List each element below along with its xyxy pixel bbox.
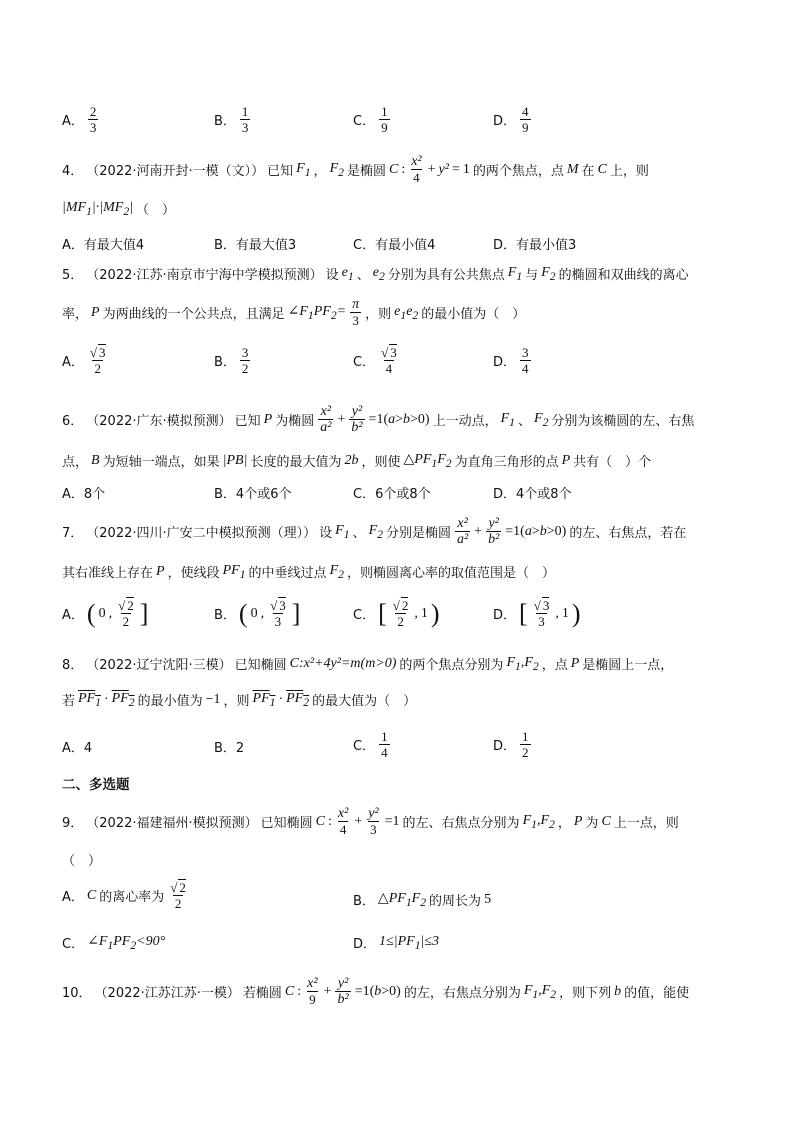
q5-option-b[interactable] <box>214 345 251 376</box>
stem-text: 分别是椭圆 <box>385 526 451 541</box>
q5-option-d[interactable] <box>493 345 532 376</box>
fraction: $\frac{√ 2}{2}$ <box>170 880 186 911</box>
stem-text: 为椭圆 <box>275 414 315 429</box>
q10-stem-line1: 10． （2022·江苏江苏·一模） 若椭圆 C : $\frac{\text{x²}}{9}$ + $\frac{\text{y²}}{\text{b²}}$ =1(b>0) 的左，右焦点分别为 $F_1,F_2$ ，则下列 b 的值，能使 <box>62 976 690 1007</box>
stem-text: ，则椭圆离心率的取值范围是（ ） <box>346 566 555 581</box>
q4-option-b[interactable]: B．有最大值3 <box>214 238 297 253</box>
stem-text: 、 <box>352 526 366 541</box>
stem-text: 的两个焦点分别为 <box>399 658 504 673</box>
fraction: $\frac{√ 2}{2}$ <box>118 598 134 629</box>
math-e2: $e_2$ <box>372 264 385 283</box>
option-label: C． <box>62 937 85 952</box>
q8-option-a[interactable]: A．4 <box>62 741 93 756</box>
math-triangle: $\triangle PF_1F_2$ <box>403 452 452 470</box>
question-source: （2022·江苏江苏·一模） <box>94 986 240 1001</box>
denominator: 9 <box>381 120 388 135</box>
stem-text: 、 <box>517 414 531 429</box>
q4-stem-line1 <box>62 154 649 185</box>
option-label: A． <box>62 114 84 129</box>
math-f1: $F_1$ <box>500 410 515 429</box>
math-b: B <box>91 452 100 468</box>
q9-option-b[interactable] <box>353 890 491 909</box>
stem-text: 已知椭圆 <box>234 658 287 673</box>
option-label: C． <box>353 114 376 129</box>
stem-text: 是椭圆上一点， <box>582 658 674 673</box>
q3-option-b[interactable] <box>214 104 251 135</box>
question-number: 4． <box>62 164 84 179</box>
fraction <box>240 104 251 135</box>
stem-text: 上，则 <box>609 164 649 179</box>
q7-option-d[interactable]: D． [ $\frac{√ 3}{3}$ , 1 ) <box>493 598 581 629</box>
fraction: $\frac{\pi}{3}$ <box>352 297 360 328</box>
q7-option-b[interactable]: B． ( 0 , $\frac{√ 3}{3}$ ] <box>214 598 301 629</box>
stem-text: 已知 <box>267 164 294 179</box>
stem-text: 已知 <box>234 414 261 429</box>
option-label: A． <box>62 890 84 905</box>
q3-option-a[interactable] <box>62 104 99 135</box>
math-expression: + <box>427 161 436 177</box>
q6-stem-line1 <box>62 404 694 435</box>
stem-text: 若 <box>62 694 76 709</box>
stem-text: （ ） <box>136 203 176 218</box>
fraction: $\frac{\text{y²}}{\text{b²}}$ <box>488 516 500 547</box>
math-f2: $F_2$ <box>368 522 383 541</box>
math-p: P <box>263 411 273 427</box>
stem-text: 为两曲线的一个公共点，且满足 <box>102 307 285 322</box>
stem-text: ，使线段 <box>167 566 220 581</box>
stem-text: 率， <box>62 307 89 322</box>
option-label: D． <box>493 355 517 370</box>
stem-text: 是椭圆 <box>346 164 386 179</box>
option-label: B． <box>353 894 375 909</box>
stem-text: ，点 <box>541 658 568 673</box>
stem-text: 的值，能使 <box>624 986 690 1001</box>
stem-text: 的中垂线过点 <box>248 566 327 581</box>
math-vector-pf2: $PF_2$ <box>111 690 135 709</box>
q6-option-c[interactable]: C．6个或8个 <box>353 487 431 502</box>
q8-stem-line2: 若 $PF_1$ · $PF_2$ 的最小值为 −1 ，则 $PF_1$ · $PF_2$ 的最大值为（ ） <box>62 690 417 709</box>
math-expression: =1(a>b>0) <box>368 411 430 427</box>
fraction: $\frac{1}{4}$ <box>381 729 388 760</box>
question-source: （2022·福建福州·模拟预测） <box>86 816 258 831</box>
denominator: 9 <box>522 120 529 135</box>
stem-text: 若椭圆 <box>242 986 282 1001</box>
math-c: C <box>601 813 611 829</box>
math-y2: y² <box>438 161 449 177</box>
q5-option-a[interactable] <box>62 345 109 376</box>
math-neg1: −1 <box>205 691 221 707</box>
fraction: $\frac{3}{2}$ <box>241 345 249 376</box>
q8-stem-line1 <box>62 654 673 673</box>
option-label: C． <box>353 355 376 370</box>
stem-text: 的椭圆和双曲线的离心 <box>558 268 689 283</box>
math-m: M <box>566 161 579 177</box>
q4-option-c[interactable]: C．有最小值4 <box>353 238 436 253</box>
q9-option-d[interactable] <box>353 933 439 952</box>
math-e1: $e_1$ <box>341 264 354 283</box>
math-dot-product: $PF_1$ <box>78 690 101 709</box>
option-label: D． <box>493 114 517 129</box>
stem-text: 的最大值为（ ） <box>312 694 417 709</box>
q5-stem-line2 <box>62 297 525 328</box>
stem-text: ，则 <box>365 307 392 322</box>
stem-text: 、 <box>356 268 370 283</box>
math-angle: $\angle F_1PF_2=$ <box>287 304 347 322</box>
q7-stem-line1 <box>62 516 686 547</box>
stem-text: 上一动点， <box>432 414 498 429</box>
q4-option-d[interactable]: D．有最小值3 <box>493 238 577 253</box>
q8-option-d[interactable] <box>493 729 532 760</box>
fraction <box>88 104 99 135</box>
q6-stem-line2 <box>62 451 651 470</box>
q3-option-c[interactable] <box>353 104 391 135</box>
numerator: 2 <box>89 104 97 119</box>
math-c: C <box>284 983 295 999</box>
math-f1f2: $F_1,F_2$ <box>522 812 555 831</box>
math-vector-pf2: $PF_2$ <box>286 690 310 709</box>
question-source: （2022·辽宁沈阳·三模） <box>86 658 232 673</box>
math-p: P <box>561 452 571 468</box>
stem-text: ， <box>557 816 571 831</box>
math-f2: $F_2$ <box>329 562 344 581</box>
option-text: 的周长为 <box>429 894 482 909</box>
question-source: （2022·四川·广安二中模拟预测（理）） <box>86 526 317 541</box>
stem-text: 的最小值为（ ） <box>421 307 526 322</box>
option-label: C． <box>353 739 376 754</box>
fraction: $\frac{3}{4}$ <box>522 345 529 376</box>
q4-stem-line2 <box>62 199 175 218</box>
stem-text: 为直角三角形的点 <box>454 455 559 470</box>
q6-option-a[interactable]: A．8个 <box>62 487 106 502</box>
fraction: $\frac{√ 3}{3}$ <box>533 598 550 629</box>
fraction: $\frac{√ 3}{2}$ <box>89 345 106 376</box>
denominator: 3 <box>89 120 97 135</box>
option-label: A． <box>62 355 84 370</box>
q8-option-b[interactable]: B．2 <box>214 741 245 756</box>
fraction <box>379 104 390 135</box>
math-2b: 2b <box>344 452 359 468</box>
question-source: （2022·江苏·南京市宁海中学模拟预测） <box>86 268 323 283</box>
numerator: 1 <box>241 104 249 119</box>
math-p: P <box>570 655 580 671</box>
stem-text: 长度的最大值为 <box>250 455 342 470</box>
q7-option-a[interactable]: A． ( 0 , $\frac{√ 2}{2}$ ] <box>62 598 149 629</box>
math-triangle: $\triangle PF_1F_2$ <box>377 891 427 909</box>
stem-text: 为短轴一端点，如果 <box>102 455 220 470</box>
option-value: 5 <box>484 891 492 907</box>
math-angle: $\angle F_1PF_2<90^\circ$ <box>87 934 166 952</box>
math-expression: + <box>474 523 483 539</box>
denominator: 3 <box>241 120 249 135</box>
math-f1: $F_1$ <box>335 522 350 541</box>
numerator: 4 <box>522 104 529 119</box>
q4-option-a[interactable]: A．有最大值4 <box>62 238 145 253</box>
fraction: $\frac{1}{2}$ <box>522 729 529 760</box>
stem-text: 其右准线上存在 <box>62 566 154 581</box>
fraction: $\frac{\text{y²}}{\text{b²}}$ <box>351 404 363 435</box>
q5-option-c[interactable] <box>353 345 400 376</box>
q9-option-a[interactable] <box>62 880 189 911</box>
question-source: （2022·广东·模拟预测） <box>86 414 232 429</box>
math-f1: $F_1$ <box>296 160 311 179</box>
q7-stem-line2 <box>62 562 555 581</box>
q9-stem-line2: （ ） <box>62 854 102 869</box>
math-colon: : <box>401 161 406 177</box>
section-heading-multi-choice: 二、多选题 <box>62 777 130 793</box>
math-f2: $F_2$ <box>534 410 549 429</box>
q7-option-c[interactable]: C． [ $\frac{√ 2}{2}$ , 1 ) <box>353 598 440 629</box>
fraction: $\frac{√ 3}{3}$ <box>270 598 286 629</box>
stem-text: 的左，右焦点分别为 <box>403 986 521 1001</box>
stem-text: ，则下列 <box>559 986 612 1001</box>
option-label: C． <box>353 608 376 623</box>
stem-text: 在 <box>581 164 595 179</box>
q8-option-c[interactable] <box>353 729 391 760</box>
question-number: 7． <box>62 526 84 541</box>
math-p: P <box>573 813 583 829</box>
fraction: $\frac{√ 3}{4}$ <box>381 345 397 376</box>
fraction: $\frac{√ 2}{2}$ <box>392 598 409 629</box>
q6-option-b[interactable]: B．4个或6个 <box>214 487 292 502</box>
q5-stem-line1 <box>62 264 689 283</box>
fraction: $\frac{\text{x²}}{4}$ <box>411 154 422 185</box>
math-f1f2: $F_1,F_2$ <box>523 982 557 1001</box>
question-number: 5． <box>62 268 84 283</box>
math-mf1-mf2: $|MF_1|\cdot|MF_2|$ <box>62 199 134 218</box>
fraction: $\frac{\text{x²}}{\text{a²}}$ <box>456 516 469 547</box>
stem-text: ， <box>313 164 327 179</box>
math-expression: =1(a>b>0) <box>505 523 567 539</box>
math-c: C <box>597 161 607 177</box>
stem-text: 分别为具有公共焦点 <box>387 268 505 283</box>
math-inequality: $1\le|PF_1|\le 3$ <box>379 933 440 952</box>
fraction: $\frac{\text{y²}}{\text{b²}}$ <box>337 976 349 1007</box>
stem-text: 与 <box>525 268 539 283</box>
numerator: 1 <box>381 104 388 119</box>
q3-option-d[interactable] <box>493 104 532 135</box>
fraction <box>520 104 531 135</box>
math-p: P <box>156 563 165 579</box>
math-f1: $F_1$ <box>507 264 523 283</box>
question-number: 9． <box>62 816 84 831</box>
math-p: P <box>91 304 100 320</box>
math-e1e2: $e_1e_2$ <box>394 303 419 322</box>
stem-text: 上一点，则 <box>613 816 679 831</box>
math-c: C <box>86 887 97 903</box>
q6-option-d[interactable]: D．4个或8个 <box>493 487 572 502</box>
fraction: $\frac{\text{x²}}{9}$ <box>307 976 318 1007</box>
math-c: C <box>315 813 325 829</box>
question-number: 6． <box>62 414 84 429</box>
fraction: $\frac{\text{y²}}{3}$ <box>368 806 379 837</box>
option-label: D． <box>493 608 517 623</box>
question-number: 8． <box>62 658 84 673</box>
stem-text: 共有（ ）个 <box>573 455 652 470</box>
math-one: 1 <box>462 161 470 177</box>
math-pb: |PB| <box>222 452 248 468</box>
math-c: C <box>388 161 399 177</box>
math-expression: = <box>451 161 460 177</box>
q9-option-c[interactable] <box>62 933 165 952</box>
stem-text: 的最小值为 <box>137 694 203 709</box>
math-expression: + <box>337 411 346 427</box>
math-f2: $F_2$ <box>541 264 556 283</box>
option-label: B． <box>214 355 236 370</box>
stem-text: 的两个焦点，点 <box>472 164 564 179</box>
math-dot-product: $PF_1$ <box>252 690 276 709</box>
fraction: $\frac{\text{x²}}{\text{a²}}$ <box>320 404 332 435</box>
math-b: b <box>614 983 622 999</box>
stem-text: 的左、右焦点分别为 <box>402 816 520 831</box>
option-label: A． <box>62 608 84 623</box>
fraction: $\frac{\text{x²}}{4}$ <box>337 806 349 837</box>
math-pf1: $PF_1$ <box>222 562 246 581</box>
option-label: D． <box>493 739 517 754</box>
stem-text: 为 <box>585 816 599 831</box>
math-ellipse: C:x²+4y²=m(m>0) <box>289 655 397 671</box>
math-f2: $F_2$ <box>329 160 344 179</box>
option-text: 的离心率为 <box>99 890 165 905</box>
stem-text: 的左、右焦点，若在 <box>569 526 687 541</box>
option-label: D． <box>353 937 377 952</box>
stem-text: 分别为该椭圆的左、右焦 <box>551 414 695 429</box>
stem-text: ，则 <box>223 694 250 709</box>
stem-text: 设 <box>319 526 333 541</box>
question-number: 10． <box>62 986 92 1001</box>
option-label: B． <box>214 608 236 623</box>
stem-text: 设 <box>325 268 339 283</box>
question-source: （2022·河南开封·一模（文）） <box>86 164 265 179</box>
math-f1f2: $F_1,F_2$ <box>506 654 539 673</box>
stem-text: 已知椭圆 <box>260 816 313 831</box>
stem-text: ，则使 <box>361 455 401 470</box>
q9-stem-line1: 9． （2022·福建福州·模拟预测） 已知椭圆 C : $\frac{\text{x²}}{4}$ + $\frac{\text{y²}}{3}$ =1 的左、右焦点分别为 $F_1,F_2$ ， P 为 C 上一点，则 <box>62 806 679 837</box>
option-label: B． <box>214 114 236 129</box>
stem-text: 点， <box>62 455 89 470</box>
